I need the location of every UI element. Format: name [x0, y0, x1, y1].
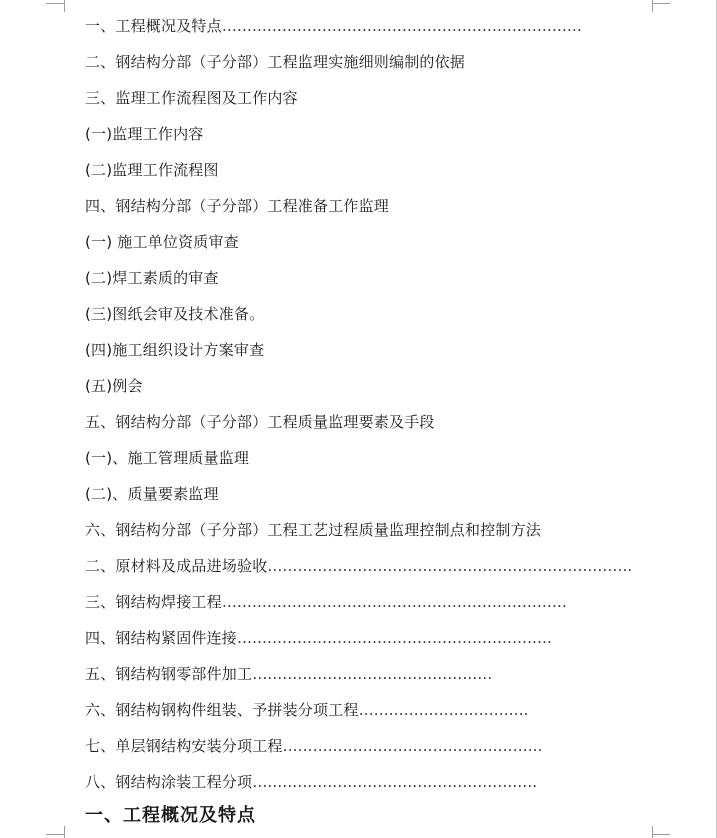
- toc-entry-text: (二)、质量要素监理: [85, 485, 219, 503]
- toc-entry-leader: …………………………………………………: [252, 773, 538, 791]
- toc-entry-leader: …………………………………………….: [282, 737, 543, 755]
- toc-entry[interactable]: [85, 46, 645, 82]
- toc-entry-text: (五)例会: [85, 377, 143, 395]
- table-of-contents: [85, 10, 645, 802]
- toc-entry[interactable]: [85, 370, 645, 406]
- toc-entry[interactable]: [85, 550, 645, 586]
- toc-entry[interactable]: [85, 694, 645, 730]
- toc-entry[interactable]: [85, 118, 645, 154]
- toc-entry[interactable]: [85, 298, 645, 334]
- toc-entry[interactable]: [85, 10, 645, 46]
- toc-entry-leader: ………………………………………………………: [237, 629, 553, 647]
- toc-entry-text: 二、原材料及成品进场验收: [85, 557, 268, 575]
- toc-entry-text: 一、工程概况及特点: [85, 17, 222, 35]
- toc-entry[interactable]: [85, 622, 645, 658]
- section-heading: 一、工程概况及特点: [85, 805, 256, 826]
- toc-entry-text: 六、钢结构钢构件组装、予拼装分项工程: [85, 701, 359, 719]
- toc-entry-text: 八、钢结构涂装工程分项: [85, 773, 253, 791]
- toc-entry-leader: ………………………………………………………………: [221, 17, 582, 35]
- toc-entry-text: 五、钢结构钢零部件加工: [85, 665, 253, 683]
- toc-entry-leader: …………………………………………: [252, 665, 493, 683]
- toc-entry-text: 四、钢结构分部（子分部）工程准备工作监理: [85, 197, 390, 215]
- toc-entry[interactable]: [85, 82, 645, 118]
- toc-entry-text: 四、钢结构紧固件连接: [85, 629, 238, 647]
- toc-entry-text: 六、钢结构分部（子分部）工程工艺过程质量监理控制点和控制方法: [85, 521, 542, 539]
- toc-entry[interactable]: [85, 190, 645, 226]
- toc-entry-text: (一)、施工管理质量监理: [85, 449, 250, 467]
- toc-entry-text: 二、钢结构分部（子分部）工程监理实施细则编制的依据: [85, 53, 466, 71]
- toc-entry[interactable]: [85, 514, 645, 550]
- toc-entry[interactable]: [85, 406, 645, 442]
- toc-entry[interactable]: [85, 442, 645, 478]
- toc-entry-text: (二)焊工素质的审查: [85, 269, 219, 287]
- toc-entry[interactable]: [85, 226, 645, 262]
- toc-entry-leader: ……………………………………………………………….: [267, 557, 633, 575]
- toc-entry-text: 五、钢结构分部（子分部）工程质量监理要素及手段: [85, 413, 435, 431]
- toc-entry-text: 三、监理工作流程图及工作内容: [85, 89, 298, 107]
- toc-entry[interactable]: [85, 154, 645, 190]
- toc-entry-text: 三、钢结构焊接工程: [85, 593, 222, 611]
- toc-entry-text: 七、单层钢结构安装分项工程: [85, 737, 283, 755]
- toc-entry[interactable]: [85, 478, 645, 514]
- toc-entry[interactable]: [85, 766, 645, 802]
- toc-entry[interactable]: [85, 334, 645, 370]
- toc-entry-text: (一) 施工单位资质审查: [85, 233, 239, 251]
- toc-entry-text: (一)监理工作内容: [85, 125, 204, 143]
- toc-entry-text: (四)施工组织设计方案审查: [85, 341, 265, 359]
- toc-entry-text: (三)图纸会审及技术准备。: [85, 305, 265, 323]
- toc-entry[interactable]: [85, 262, 645, 298]
- toc-entry-leader: ……………………………………………………………: [221, 593, 567, 611]
- toc-entry-text: (二)监理工作流程图: [85, 161, 219, 179]
- toc-entry[interactable]: [85, 586, 645, 622]
- toc-entry-leader: …………………………….: [358, 701, 529, 719]
- toc-entry[interactable]: [85, 730, 645, 766]
- toc-entry[interactable]: [85, 658, 645, 694]
